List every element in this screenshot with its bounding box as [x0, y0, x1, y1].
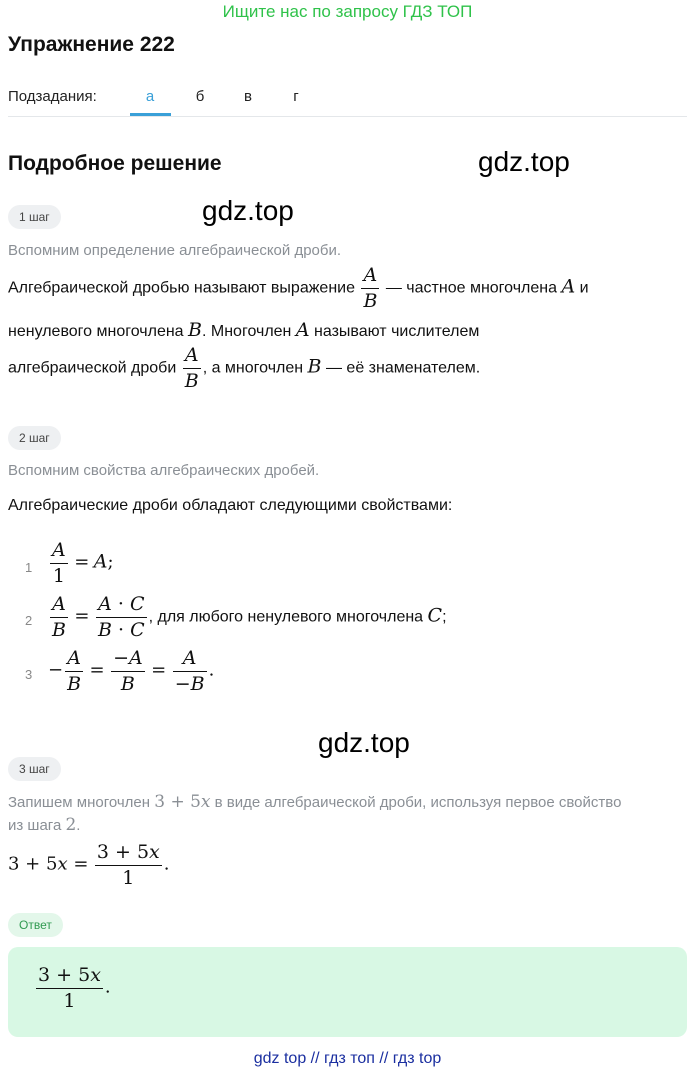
section-title: Подробное решение [8, 152, 222, 175]
footer-links [0, 1050, 695, 1068]
top-banner: Ищите нас по запросу ГДЗ ТОП [222, 2, 473, 21]
step-2-hint: Вспомним свойства алгебраических дробей. [8, 462, 320, 479]
footer-separator: // [379, 1050, 389, 1067]
property-1-formula [48, 540, 114, 587]
math-expr: 3 + 5x [154, 792, 211, 812]
text: . Многочлен [202, 323, 292, 340]
step-2-intro: Алгебраические дроби обладают следующими свойствами: [8, 497, 453, 514]
step-1-badge: 1 шаг [8, 205, 61, 229]
subtasks-label: Подзадания: [8, 88, 97, 105]
step-1-line-2 [8, 319, 479, 341]
text: в виде алгебраической дроби, используя первое свойство [214, 794, 622, 811]
math-op: ; [107, 551, 114, 573]
math-var: A [93, 550, 108, 573]
list-number: 1 [25, 560, 33, 575]
math-num: 2 [65, 815, 77, 835]
math-op: . [208, 659, 215, 681]
fraction: $\frac{-A}{B}$ [113, 647, 143, 695]
active-tab-indicator [130, 113, 171, 116]
tab-g[interactable]: г [293, 88, 299, 105]
math-var: A [295, 319, 310, 341]
step-3-equation [8, 842, 170, 889]
math-op: . [163, 853, 170, 875]
step-3-badge: 3 шаг [8, 757, 61, 781]
math-op: = [89, 659, 105, 681]
answer-badge: Ответ [8, 913, 63, 937]
tab-b[interactable]: б [195, 88, 205, 105]
math-var: B [188, 319, 202, 341]
fraction: $\frac{A}{1}$ [52, 539, 66, 587]
answer-formula [34, 965, 111, 1012]
step-1-line-3 [8, 345, 480, 392]
fraction: $\frac{A \cdot C}{B \cdot C}$ [97, 593, 145, 641]
watermark: gdz.top [478, 146, 570, 177]
text: ; [442, 608, 447, 626]
list-number: 2 [25, 613, 33, 628]
fraction: $\frac{A}{-B}$ [174, 647, 205, 695]
fraction: $\frac{A}{B}$ [67, 647, 82, 695]
math-op: = [74, 551, 90, 573]
step-1-line-1 [8, 265, 589, 312]
footer-link[interactable]: гдз top [392, 1050, 442, 1067]
step-3-hint-line-1 [8, 792, 621, 812]
text: ненулевого многочлена [8, 323, 184, 340]
watermark: gdz.top [202, 195, 294, 226]
property-3-formula [48, 648, 214, 695]
text: . [76, 817, 81, 834]
math-op: − [48, 659, 64, 681]
tab-a[interactable]: а [145, 88, 155, 105]
text: из шага [8, 817, 62, 834]
fraction-a-over-b: $\frac{A}{B}$ [363, 264, 378, 312]
watermark: gdz.top [318, 727, 410, 758]
text: называют числителем [314, 323, 480, 340]
step-3-hint-line-2 [8, 815, 80, 835]
math-op: = [74, 605, 90, 627]
fraction: $\frac{A}{B}$ [52, 593, 66, 641]
math-expr: 3 + 5x = [8, 853, 89, 875]
footer-link[interactable]: gdz top [253, 1050, 307, 1067]
property-2-formula [48, 594, 447, 641]
text: — частное многочлена [385, 279, 558, 297]
math-op: = [151, 659, 167, 681]
list-number: 3 [25, 667, 33, 682]
step-2-badge: 2 шаг [8, 426, 61, 450]
text: алгебраической дроби [8, 359, 177, 377]
tab-v[interactable]: в [244, 88, 252, 105]
footer-link[interactable]: гдз топ [324, 1050, 375, 1067]
text: , для любого ненулевого многочлена [148, 608, 424, 626]
math-op: . [104, 976, 111, 998]
math-var: C [427, 604, 443, 627]
text: — её знаменателем. [325, 359, 481, 377]
step-1-hint: Вспомним определение алгебраической дроби. [8, 242, 342, 259]
text: и [579, 279, 589, 297]
page-title: Упражнение 222 [8, 33, 175, 56]
math-var: B [307, 355, 322, 378]
math-var: A [561, 275, 576, 298]
fraction: $\frac{3 + 5x}{1}$ [38, 964, 101, 1012]
fraction-a-over-b: $\frac{A}{B}$ [184, 344, 199, 392]
text: Алгебраической дробью называют выражение [8, 279, 355, 297]
text: , а многочлен [202, 359, 304, 377]
fraction: $\frac{3 + 5x}{1}$ [96, 841, 160, 889]
text: Запишем многочлен [8, 794, 151, 811]
subtasks-bar [8, 80, 687, 117]
answer-box [8, 947, 687, 1037]
footer-separator: // [310, 1050, 320, 1067]
